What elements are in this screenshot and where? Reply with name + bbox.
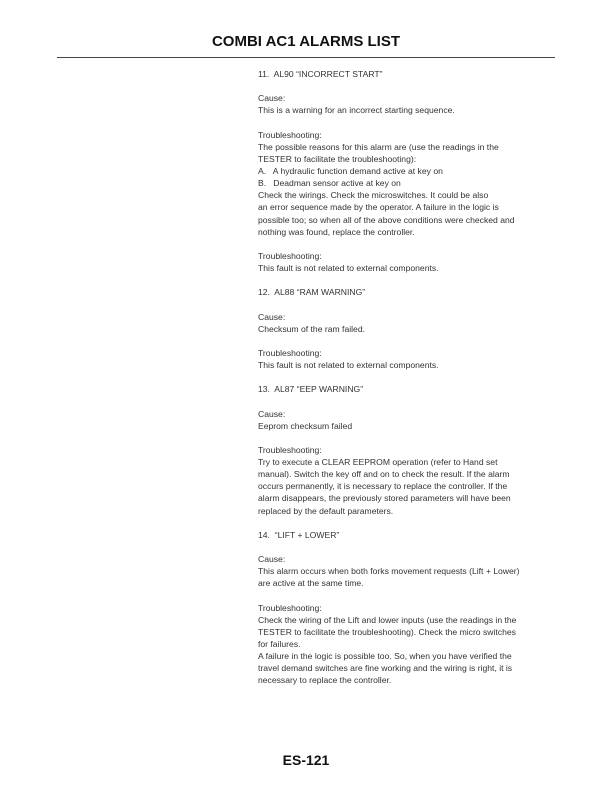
text-line: The possible reasons for this alarm are (use the readings in the (258, 141, 499, 152)
text-line: A. A hydraulic function demand active at key on (258, 166, 443, 176)
blank-line (258, 589, 568, 601)
text-line: This fault is not related to external components. (258, 263, 439, 273)
blank-line (258, 335, 568, 347)
blank-line (258, 395, 568, 407)
text-line: replaced by the default parameters. (258, 505, 394, 516)
text-line: occurs permanently, it is necessary to replace the controller. If the (258, 481, 508, 492)
text-line: 11. AL90 “INCORRECT START” (258, 69, 383, 79)
text-line: TESTER to facilitate the troubleshooting). Check the micro switches (258, 626, 516, 637)
page-number: ES-121 (282, 752, 330, 768)
text-line: Cause: (258, 554, 286, 564)
document-body (258, 68, 568, 686)
text-line: This fault is not related to external components. (258, 360, 439, 370)
header-divider (57, 57, 555, 58)
blank-line (258, 541, 568, 553)
blank-line (258, 517, 568, 529)
text-line: travel demand switches are fine working and the wiring is right, it is (258, 663, 513, 674)
text-line: necessary to replace the controller. (258, 675, 392, 686)
blank-line (258, 371, 568, 383)
text-line: possible too; so when all of the above conditions were checked and (258, 214, 515, 225)
text-line: Troubleshooting: (258, 602, 322, 613)
text-line: A failure in the logic is possible too. So, when you have verified the (258, 651, 512, 661)
text-line: Cause: (258, 93, 286, 104)
text-line: Cause: (258, 311, 286, 322)
page-title: COMBI AC1 ALARMS LIST (211, 33, 401, 50)
text-line: This is a warning for an incorrect starting sequence. (258, 105, 455, 116)
text-line: Check the wiring of the Lift and lower inputs (use the readings in the (258, 614, 517, 625)
blank-line (258, 274, 568, 286)
blank-line (258, 80, 568, 92)
text-line: Eeprom checksum failed (258, 420, 353, 431)
text-line: alarm disappears, the previously stored parameters will have been (258, 493, 511, 504)
blank-line (258, 432, 568, 444)
text-line: Troubleshooting: (258, 347, 322, 358)
text-line: Troubleshooting: (258, 129, 322, 140)
blank-line (258, 238, 568, 250)
blank-line (258, 117, 568, 129)
text-line: nothing was found, replace the controller. (258, 226, 415, 237)
text-line: are active at the same time. (258, 578, 364, 589)
text-line: Checksum of the ram failed. (258, 323, 365, 334)
text-line: 14. “LIFT + LOWER” (258, 529, 340, 540)
text-line: 12. AL88 “RAM WARNING” (258, 287, 366, 298)
text-line: 13. AL87 “EEP WARNING” (258, 384, 364, 395)
text-line: Cause: (258, 408, 286, 419)
text-line: TESTER to facilitate the troubleshooting): (258, 153, 417, 164)
blank-line (258, 298, 568, 310)
text-line: Troubleshooting: (258, 444, 322, 455)
text-line: Try to execute a CLEAR EEPROM operation (refer to Hand set (258, 457, 498, 467)
text-line: This alarm occurs when both forks movement requests (Lift + Lower) (258, 566, 520, 577)
text-line: Check the wirings. Check the microswitches. It could be also (258, 190, 489, 201)
text-line: an error sequence made by the operator. A failure in the logic is (258, 202, 499, 213)
text-line: manual). Switch the key off and on to check the result. If the alarm (258, 469, 510, 480)
text-line: Troubleshooting: (258, 250, 322, 261)
text-line: B. Deadman sensor active at key on (258, 178, 401, 189)
text-line: for failures. (258, 638, 301, 649)
